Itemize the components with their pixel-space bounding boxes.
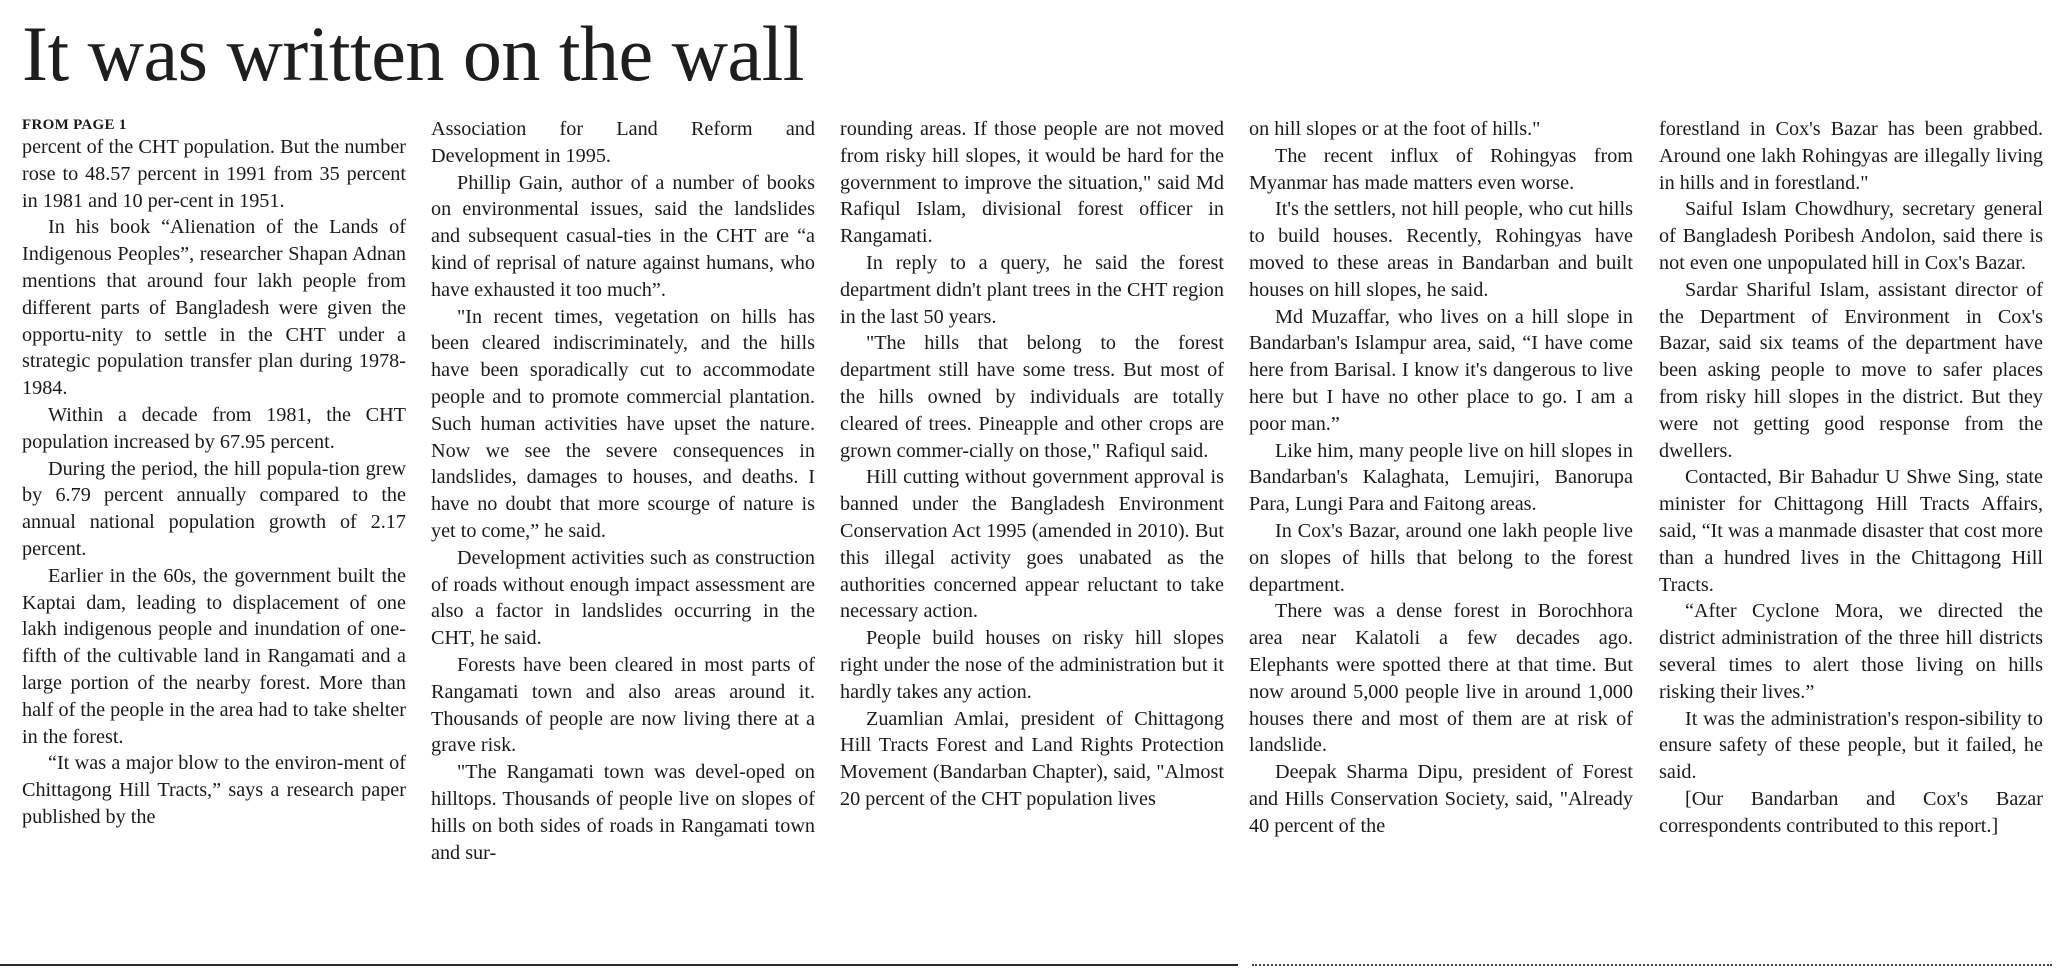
article-paragraph: Zuamlian Amlai, president of Chittagong Hill Tracts Forest and Land Rights Protection Movement (Bandarban Chapter), said, "Almost 20 percent of the CHT population lives bbox=[840, 707, 1224, 810]
column-3 bbox=[840, 116, 1224, 946]
column-2 bbox=[431, 116, 815, 946]
article-paragraph: Within a decade from 1981, the CHT population increased by 67.95 percent. bbox=[22, 403, 406, 453]
article-paragraph: Contacted, Bir Bahadur U Shwe Sing, state minister for Chittagong Hill Tracts Affairs, said, “It was a manmade disaster that cost more than a hundred lives in the Chittagong Hill Tracts. bbox=[1659, 466, 2043, 596]
article-paragraph: forestland in Cox's Bazar has been grabbed. Around one lakh Rohingyas are illegally living in hills and in forestland." bbox=[1659, 118, 2043, 194]
article-body bbox=[22, 116, 2052, 950]
column-5 bbox=[1659, 116, 2043, 946]
article-paragraph: Association for Land Reform and Development in 1995. bbox=[431, 118, 815, 167]
article-paragraph: "In recent times, vegetation on hills has been cleared indiscriminately, and the hills have been sporadically cut to accommodate people and to promote commercial plantation. Such human activities have upset the nature. Now we see the severe consequences in landslides, damages to houses, and deaths. I have no doubt that more scourge of nature is yet to come,” he said. bbox=[431, 305, 815, 542]
article-paragraph: Saiful Islam Chowdhury, secretary general of Bangladesh Poribesh Andolon, said there is not even one unpopulated hill in Cox's Bazar. bbox=[1659, 198, 2043, 274]
article-paragraph: In his book “Alienation of the Lands of Indigenous Peoples”, researcher Shapan Adnan mentions that around four lakh people from different parts of Bangladesh were given the opportu-nity to settle in the CHT under a strategic population transfer plan during 1978-1984. bbox=[22, 216, 406, 400]
article-paragraph: percent of the CHT population. But the number rose to 48.57 percent in 1991 from 35 percent in 1981 and 10 per-cent in 1951. bbox=[22, 136, 406, 212]
article-paragraph: People build houses on risky hill slopes right under the nose of the administration but it hardly takes any action. bbox=[840, 627, 1224, 703]
article-paragraph: “After Cyclone Mora, we directed the district administration of the three hill districts several times to alert those living on hills risking their lives.” bbox=[1659, 600, 2043, 703]
article-paragraph: There was a dense forest in Borochhora area near Kalatoli a few decades ago. Elephants were spotted there at that time. But now around 5,000 people live in around 1,000 houses there and most of them are at risk of landslide. bbox=[1249, 600, 1633, 757]
article-paragraph: rounding areas. If those people are not moved from risky hill slopes, it would be hard for the government to improve the situation," said Md Rafiqul Islam, divisional forest officer in Rangamati. bbox=[840, 118, 1224, 248]
article-paragraph: on hill slopes or at the foot of hills." bbox=[1249, 118, 1541, 140]
article-paragraph: During the period, the hill popula-tion grew by 6.79 percent annually compared to the annual national population growth of 2.17 percent. bbox=[22, 457, 406, 560]
kicker-from-page-1: FROM PAGE 1 bbox=[22, 117, 127, 133]
article-paragraph: The recent influx of Rohingyas from Myanmar has made matters even worse. bbox=[1249, 144, 1633, 194]
article-paragraph: Deepak Sharma Dipu, president of Forest and Hills Conservation Society, said, "Already 40 percent of the bbox=[1249, 761, 1633, 837]
article-paragraph: [Our Bandarban and Cox's Bazar correspondents contributed to this report.] bbox=[1659, 787, 2043, 837]
article-paragraph: Like him, many people live on hill slopes in Bandarban's Kalaghata, Lemujiri, Banorupa Para, Lungi Para and Faitong areas. bbox=[1249, 439, 1633, 516]
bottom-dotted-rule bbox=[1252, 964, 2052, 966]
article-paragraph: "The hills that belong to the forest department still have some tress. But most of the hills owned by individuals are totally cleared of trees. Pineapple and other crops are grown commer-cially on those," Rafiqul said. bbox=[840, 332, 1224, 462]
article-paragraph: Development activities such as construction of roads without enough impact assessment are also a factor in landslides occurring in the CHT, he said. bbox=[431, 546, 815, 650]
article-paragraph: In Cox's Bazar, around one lakh people live on slopes of hills that belong to the forest department. bbox=[1249, 519, 1633, 596]
headline: It was written on the wall bbox=[22, 10, 804, 97]
article-paragraph: Sardar Shariful Islam, assistant director of the Department of Environment in Cox's Bazar, said six teams of the department have been asking people to move to safer places from risky hill slopes in the district. But they were not getting good response from the dwellers. bbox=[1659, 278, 2043, 462]
article-paragraph: Md Muzaffar, who lives on a hill slope in Bandarban's Islampur area, said, “I have come here from Barisal. I know it's dangerous to live here but I have no other place to go. I am a poor man.” bbox=[1249, 305, 1633, 435]
article-paragraph: “It was a major blow to the environ-ment of Chittagong Hill Tracts,” says a research paper published by the bbox=[22, 752, 406, 828]
article-paragraph: Hill cutting without government approval is banned under the Bangladesh Environment Conservation Act 1995 (amended in 2010). But this illegal activity goes unabated as the authorities concerned appear reluctant to take necessary action. bbox=[840, 466, 1224, 623]
article-paragraph: It was the administration's respon-sibility to ensure safety of these people, but it failed, he said. bbox=[1659, 707, 2043, 784]
bottom-rule bbox=[0, 964, 1238, 966]
article-paragraph: In reply to a query, he said the forest department didn't plant trees in the CHT region in the last 50 years. bbox=[840, 251, 1224, 328]
article-paragraph: Earlier in the 60s, the government built the Kaptai dam, leading to displacement of one lakh indigenous people and inundation of one-fifth of the cultivable land in Rangamati and a large portion of the nearby forest. More than half of the people in the area had to take shelter in the forest. bbox=[22, 564, 406, 748]
article-paragraph: It's the settlers, not hill people, who cut hills to build houses. Recently, Rohingyas have moved to these areas in Bandarban and built houses on hill slopes, he said. bbox=[1249, 198, 1633, 301]
article-paragraph: Phillip Gain, author of a number of books on environmental issues, said the landslides and subsequent casual-ties in the CHT are “a kind of reprisal of nature against humans, who have exhausted it too much”. bbox=[431, 171, 815, 301]
column-4 bbox=[1249, 116, 1633, 946]
column-1 bbox=[22, 116, 406, 946]
article-paragraph: Forests have been cleared in most parts of Rangamati town and also areas around it. Thousands of people are now living there at a grave risk. bbox=[431, 653, 815, 757]
article-paragraph: "The Rangamati town was devel-oped on hilltops. Thousands of people live on slopes of hills on both sides of roads in Rangamati town and sur- bbox=[431, 761, 815, 864]
